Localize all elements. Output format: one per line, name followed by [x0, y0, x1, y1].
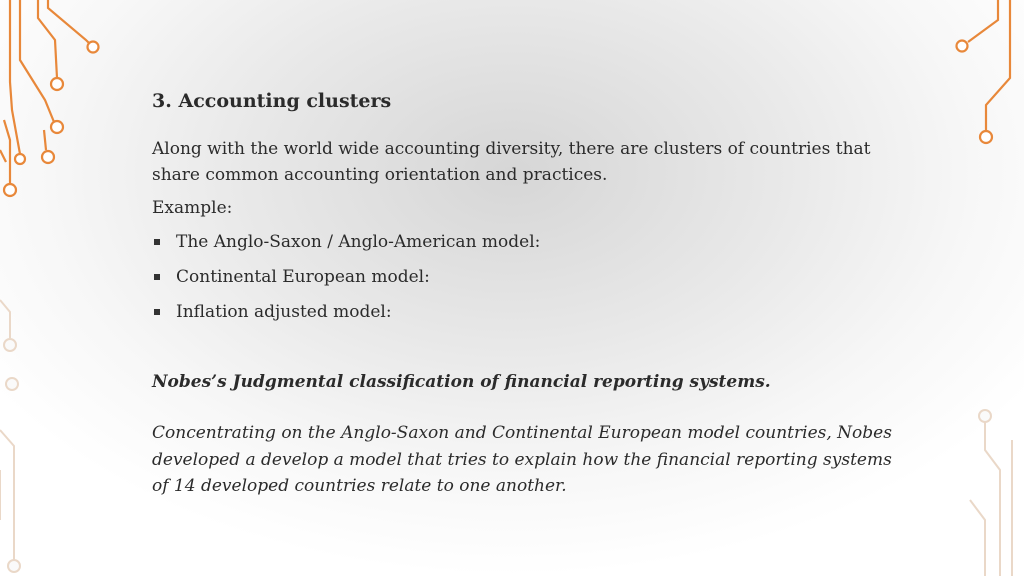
bullet-square-icon	[154, 239, 160, 245]
bullet-square-icon	[154, 274, 160, 280]
list-item-text: The Anglo-Saxon / Anglo-American model:	[176, 232, 541, 252]
list-item-text: Inflation adjusted model:	[176, 302, 392, 322]
example-label: Example:	[152, 198, 233, 218]
list-item	[152, 302, 540, 337]
list-item	[152, 267, 540, 302]
slide-heading: 3. Accounting clusters	[152, 90, 392, 112]
nobes-paragraph: Concentrating on the Anglo-Saxon and Continental European model countries, Nobes developed a develop a model that tries to explain how the financial reporting systems of 14 developed countries relate to one another.	[152, 423, 892, 496]
list-item-text: Continental European model:	[176, 267, 430, 287]
list-item	[152, 232, 540, 267]
model-list	[152, 232, 540, 337]
bullet-square-icon	[154, 309, 160, 315]
intro-paragraph: Along with the world wide accounting diversity, there are clusters of countries that share common accounting orientation and practices.	[152, 139, 871, 185]
classification-subheading: Nobes’s Judgmental classification of financial reporting systems.	[152, 372, 771, 392]
